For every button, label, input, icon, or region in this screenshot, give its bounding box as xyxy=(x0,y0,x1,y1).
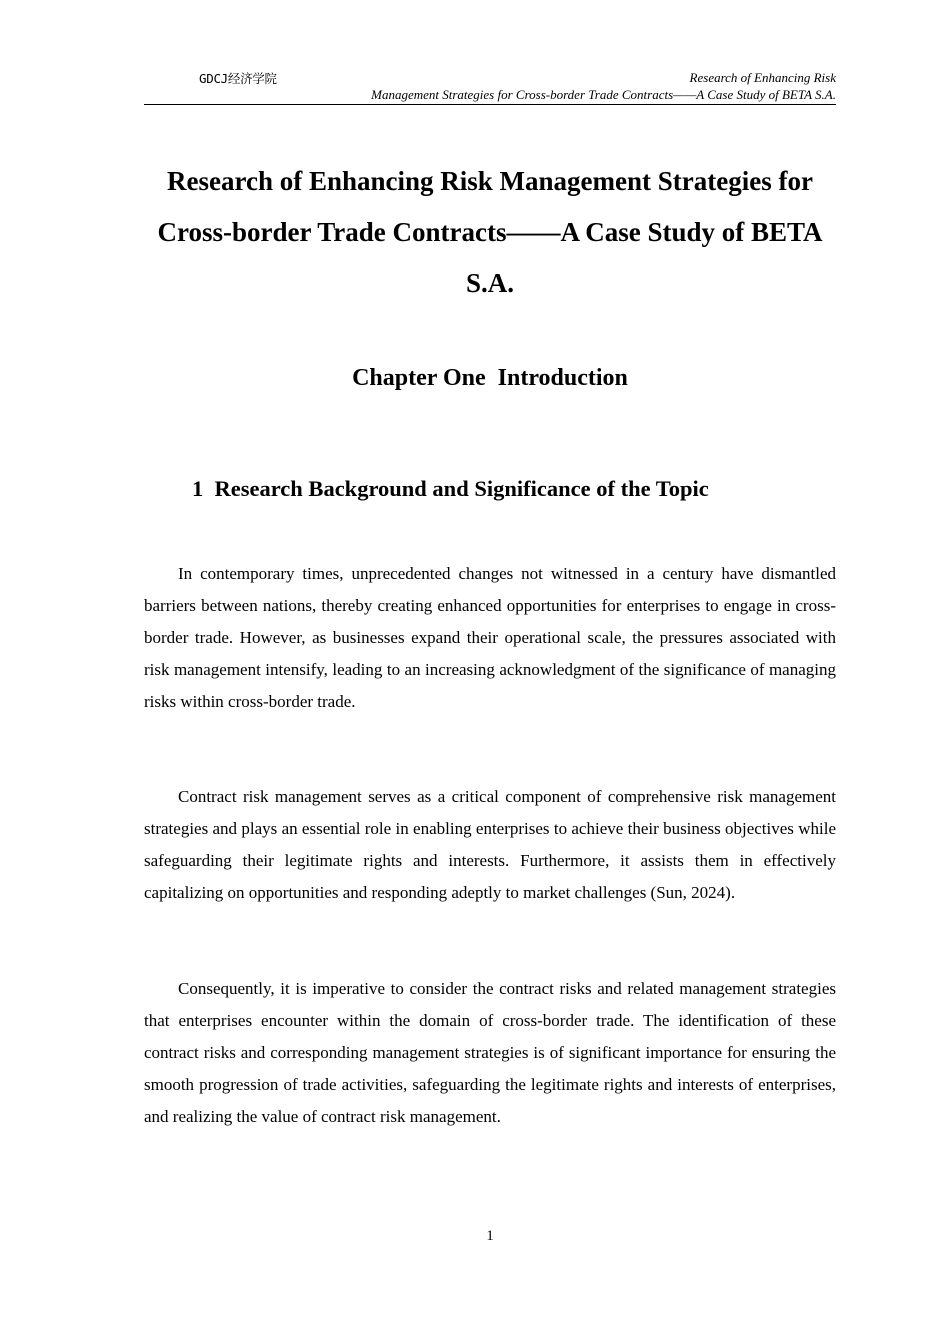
body-paragraph: In contemporary times, unprecedented changes not witnessed in a century have dismantled barriers between nations, thereby creating enhanced opportunities for enterprises to engage in cross-border trade. However, as businesses expand their operational scale, the pressures associated with risk management intensify, leading to an increasing acknowledgment of the significance of managing risks within cross-border trade. xyxy=(144,564,836,711)
chapter-title: Chapter One Introduction xyxy=(352,365,628,391)
document-title: Research of Enhancing Risk Management Strategies for Cross-border Trade Contracts——A Case Study of BETA S.A. xyxy=(157,166,823,298)
body-paragraph: Consequently, it is imperative to consider the contract risks and related management strategies that enterprises encounter within the domain of cross-border trade. The identification of these contract risks and corresponding management strategies is of significant importance for ensuring the smooth progression of trade activities, safeguarding the legitimate rights and interests of enterprises, and realizing the value of contract risk management. xyxy=(144,979,836,1126)
page-number: 1 xyxy=(486,1228,494,1244)
header-running-title xyxy=(371,69,836,103)
running-header xyxy=(144,68,836,105)
header-running-title-line-1: Research of Enhancing Risk xyxy=(689,70,836,85)
header-institution: GDCJ经济学院 xyxy=(199,71,277,86)
body-paragraph: Contract risk management serves as a critical component of comprehensive risk management strategies and plays an essential role in enabling enterprises to achieve their business objectives while safeguarding their legitimate rights and interests. Furthermore, it assists them in effectively capitalizing on opportunities and responding adeptly to market challenges (Sun, 2024). xyxy=(144,787,836,902)
header-running-title-line-2: Management Strategies for Cross-border Trade Contracts——A Case Study of BETA S.A. xyxy=(371,87,836,102)
section-heading: 1 Research Background and Significance of the Topic xyxy=(192,476,709,501)
